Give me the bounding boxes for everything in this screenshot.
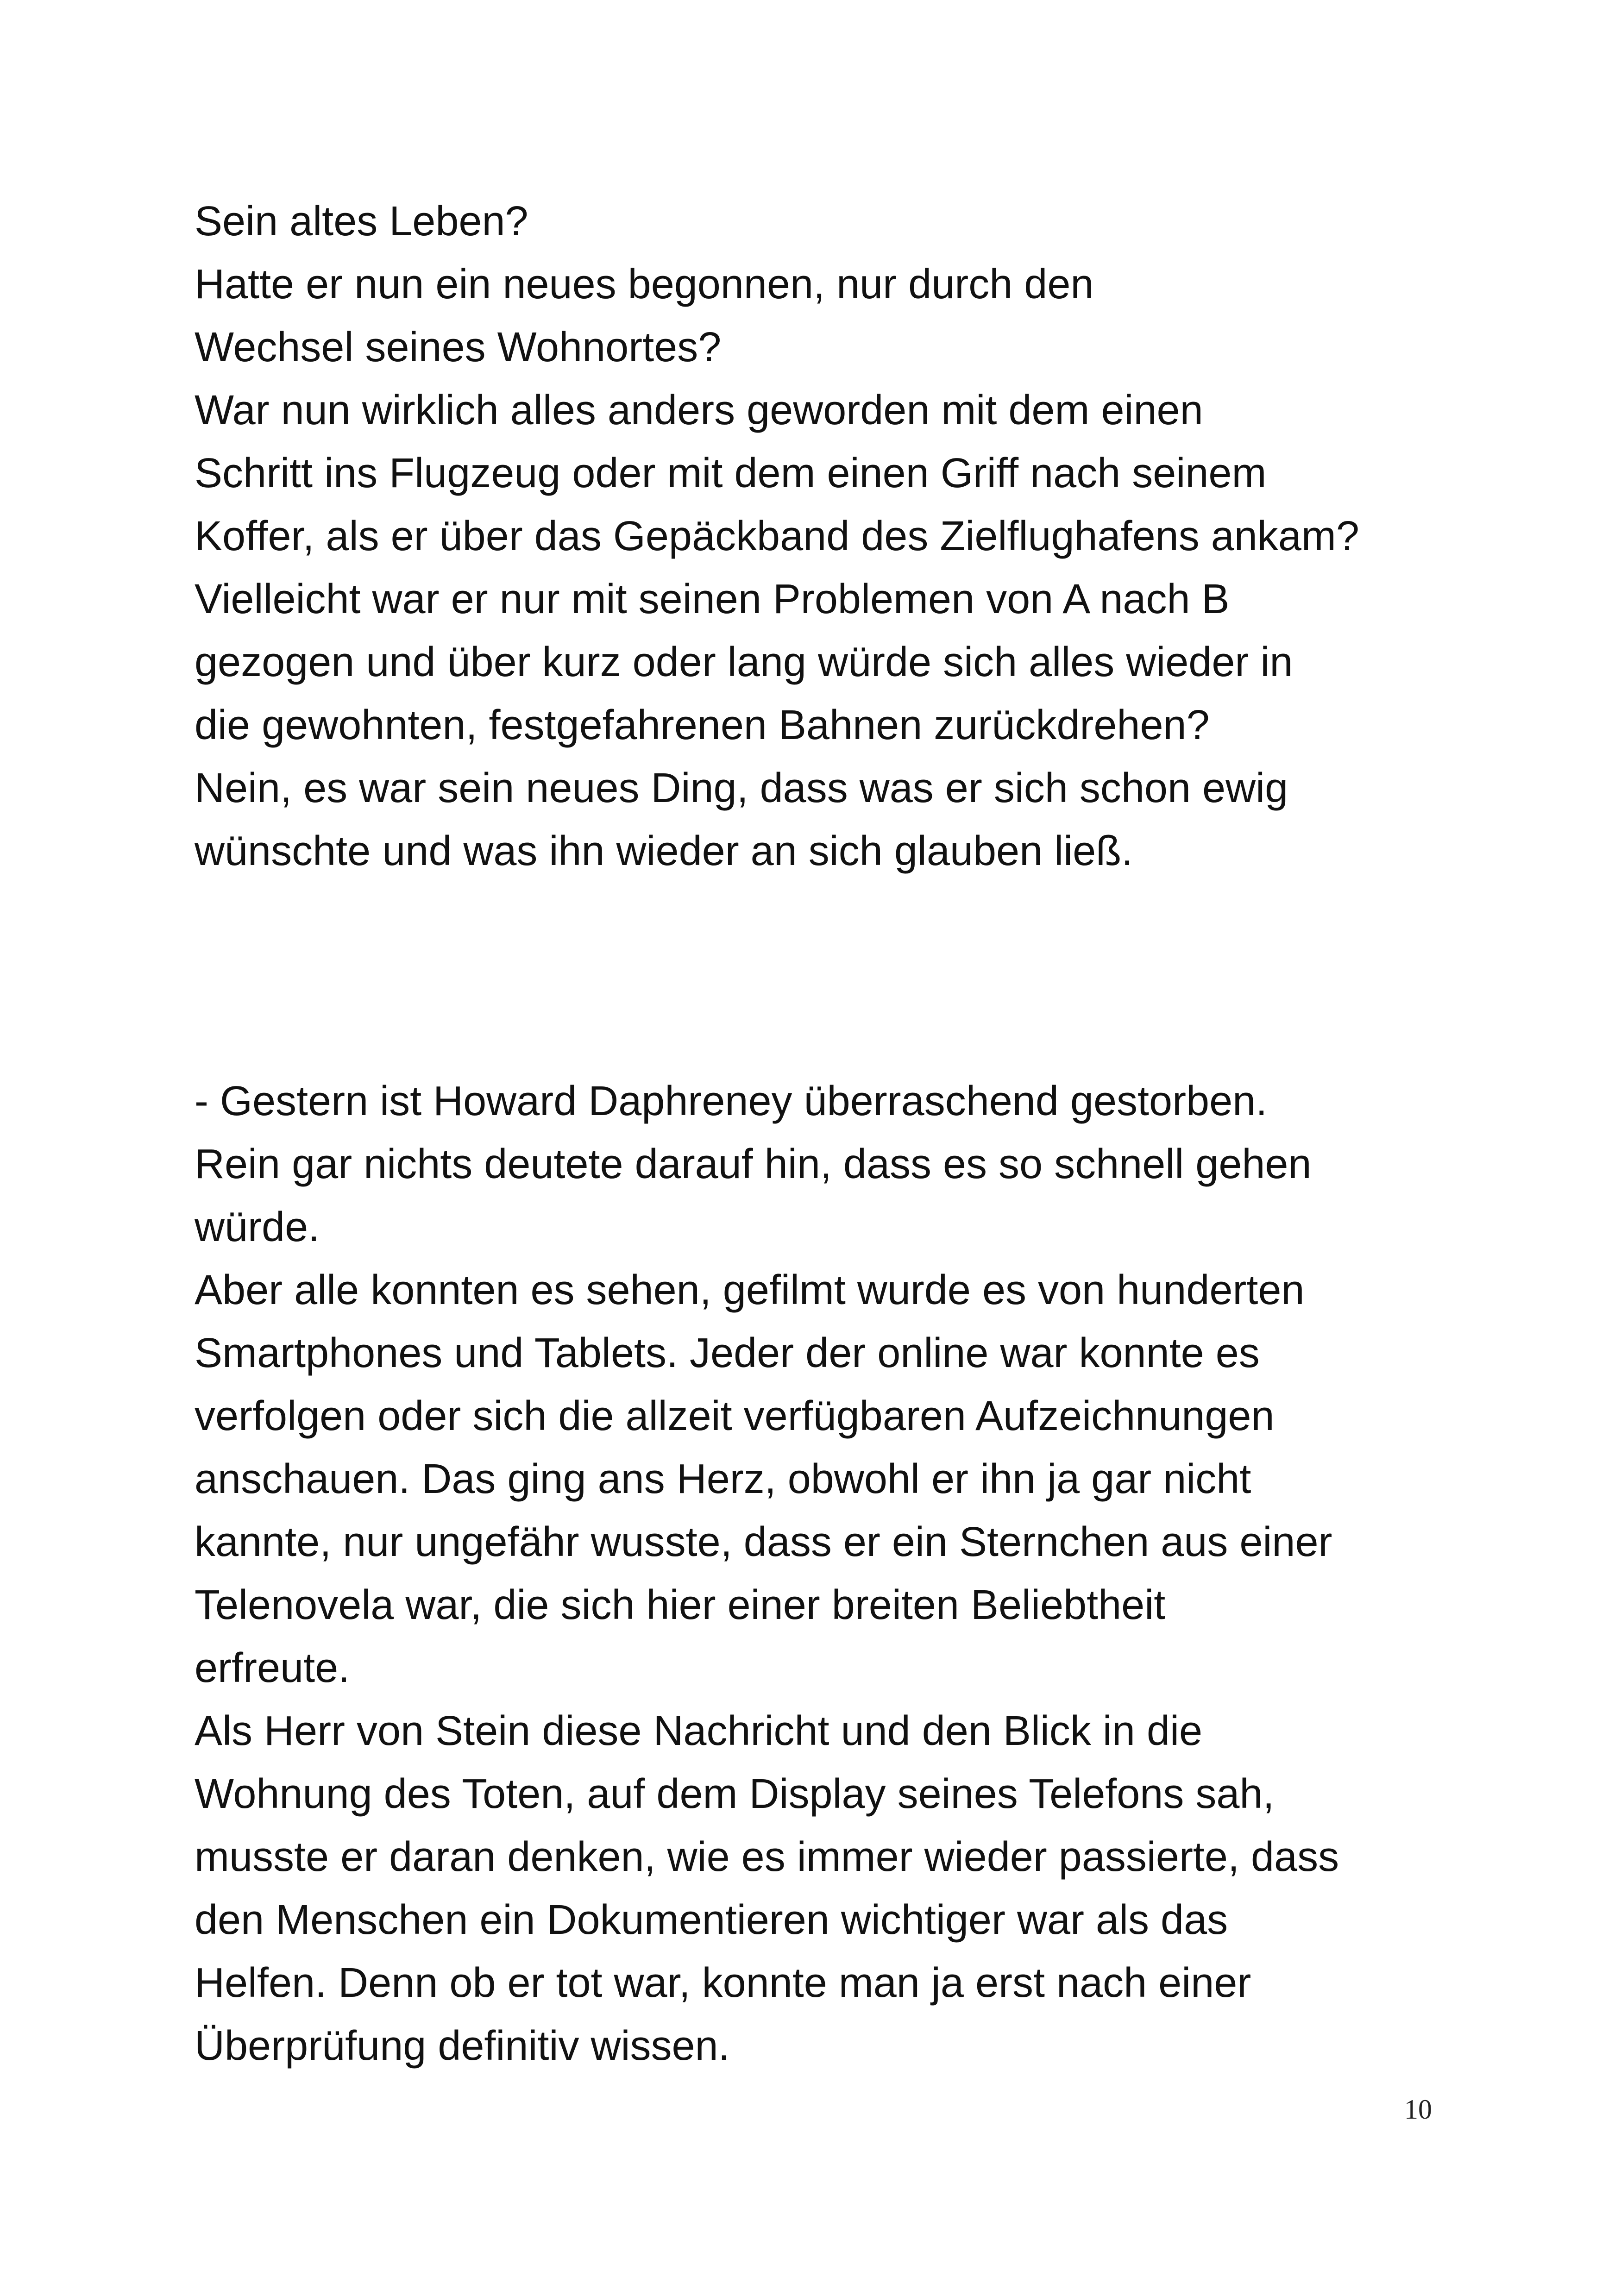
text-line: Als Herr von Stein diese Nachricht und den Blick in die: [195, 1708, 1203, 1754]
text-line: Hatte er nun ein neues begonnen, nur durch den: [195, 261, 1094, 307]
text-line: Smartphones und Tablets. Jeder der online war konnte es: [195, 1330, 1260, 1376]
text-line: verfolgen oder sich die allzeit verfügbaren Aufzeichnungen: [195, 1393, 1275, 1439]
text-line: Telenovela war, die sich hier einer breiten Beliebtheit: [195, 1582, 1166, 1628]
text-line: kannte, nur ungefähr wusste, dass er ein Sternchen aus einer: [195, 1519, 1332, 1565]
page-number: 10: [1404, 2094, 1432, 2125]
text-line: Aber alle konnten es sehen, gefilmt wurde es von hunderten: [195, 1267, 1305, 1313]
text-line: Sein altes Leben?: [195, 198, 528, 245]
text-line: - Gestern ist Howard Daphreney überraschend gestorben.: [195, 1078, 1268, 1124]
text-line: den Menschen ein Dokumentieren wichtiger war als das: [195, 1897, 1228, 1943]
text-line: Rein gar nichts deutete darauf hin, dass es so schnell gehen: [195, 1141, 1312, 1187]
text-line: Nein, es war sein neues Ding, dass was er sich schon ewig: [195, 765, 1288, 811]
text-line: Helfen. Denn ob er tot war, konnte man ja erst nach einer: [195, 1960, 1251, 2006]
text-line: wünschte und was ihn wieder an sich glauben ließ.: [195, 828, 1133, 874]
text-line: Wechsel seines Wohnortes?: [195, 324, 722, 370]
paragraph-block-2: [195, 1070, 1445, 2077]
text-line: gezogen und über kurz oder lang würde sich alles wieder in: [195, 639, 1293, 685]
text-line: War nun wirklich alles anders geworden mit dem einen: [195, 387, 1203, 433]
text-line: erfreute.: [195, 1645, 350, 1691]
text-line: Vielleicht war er nur mit seinen Problemen von A nach B: [195, 576, 1230, 622]
text-line: würde.: [195, 1204, 320, 1250]
paragraph-block-1: [195, 190, 1445, 883]
text-line: Überprüfung definitiv wissen.: [195, 2023, 730, 2069]
text-line: anschauen. Das ging ans Herz, obwohl er ihn ja gar nicht: [195, 1456, 1251, 1502]
text-line: Schritt ins Flugzeug oder mit dem einen Griff nach seinem: [195, 450, 1267, 496]
text-line: die gewohnten, festgefahrenen Bahnen zurückdrehen?: [195, 702, 1210, 748]
text-line: Koffer, als er über das Gepäckband des Zielflughafens ankam?: [195, 513, 1359, 559]
text-line: musste er daran denken, wie es immer wieder passierte, dass: [195, 1834, 1339, 1880]
text-line: Wohnung des Toten, auf dem Display seines Telefons sah,: [195, 1771, 1275, 1817]
